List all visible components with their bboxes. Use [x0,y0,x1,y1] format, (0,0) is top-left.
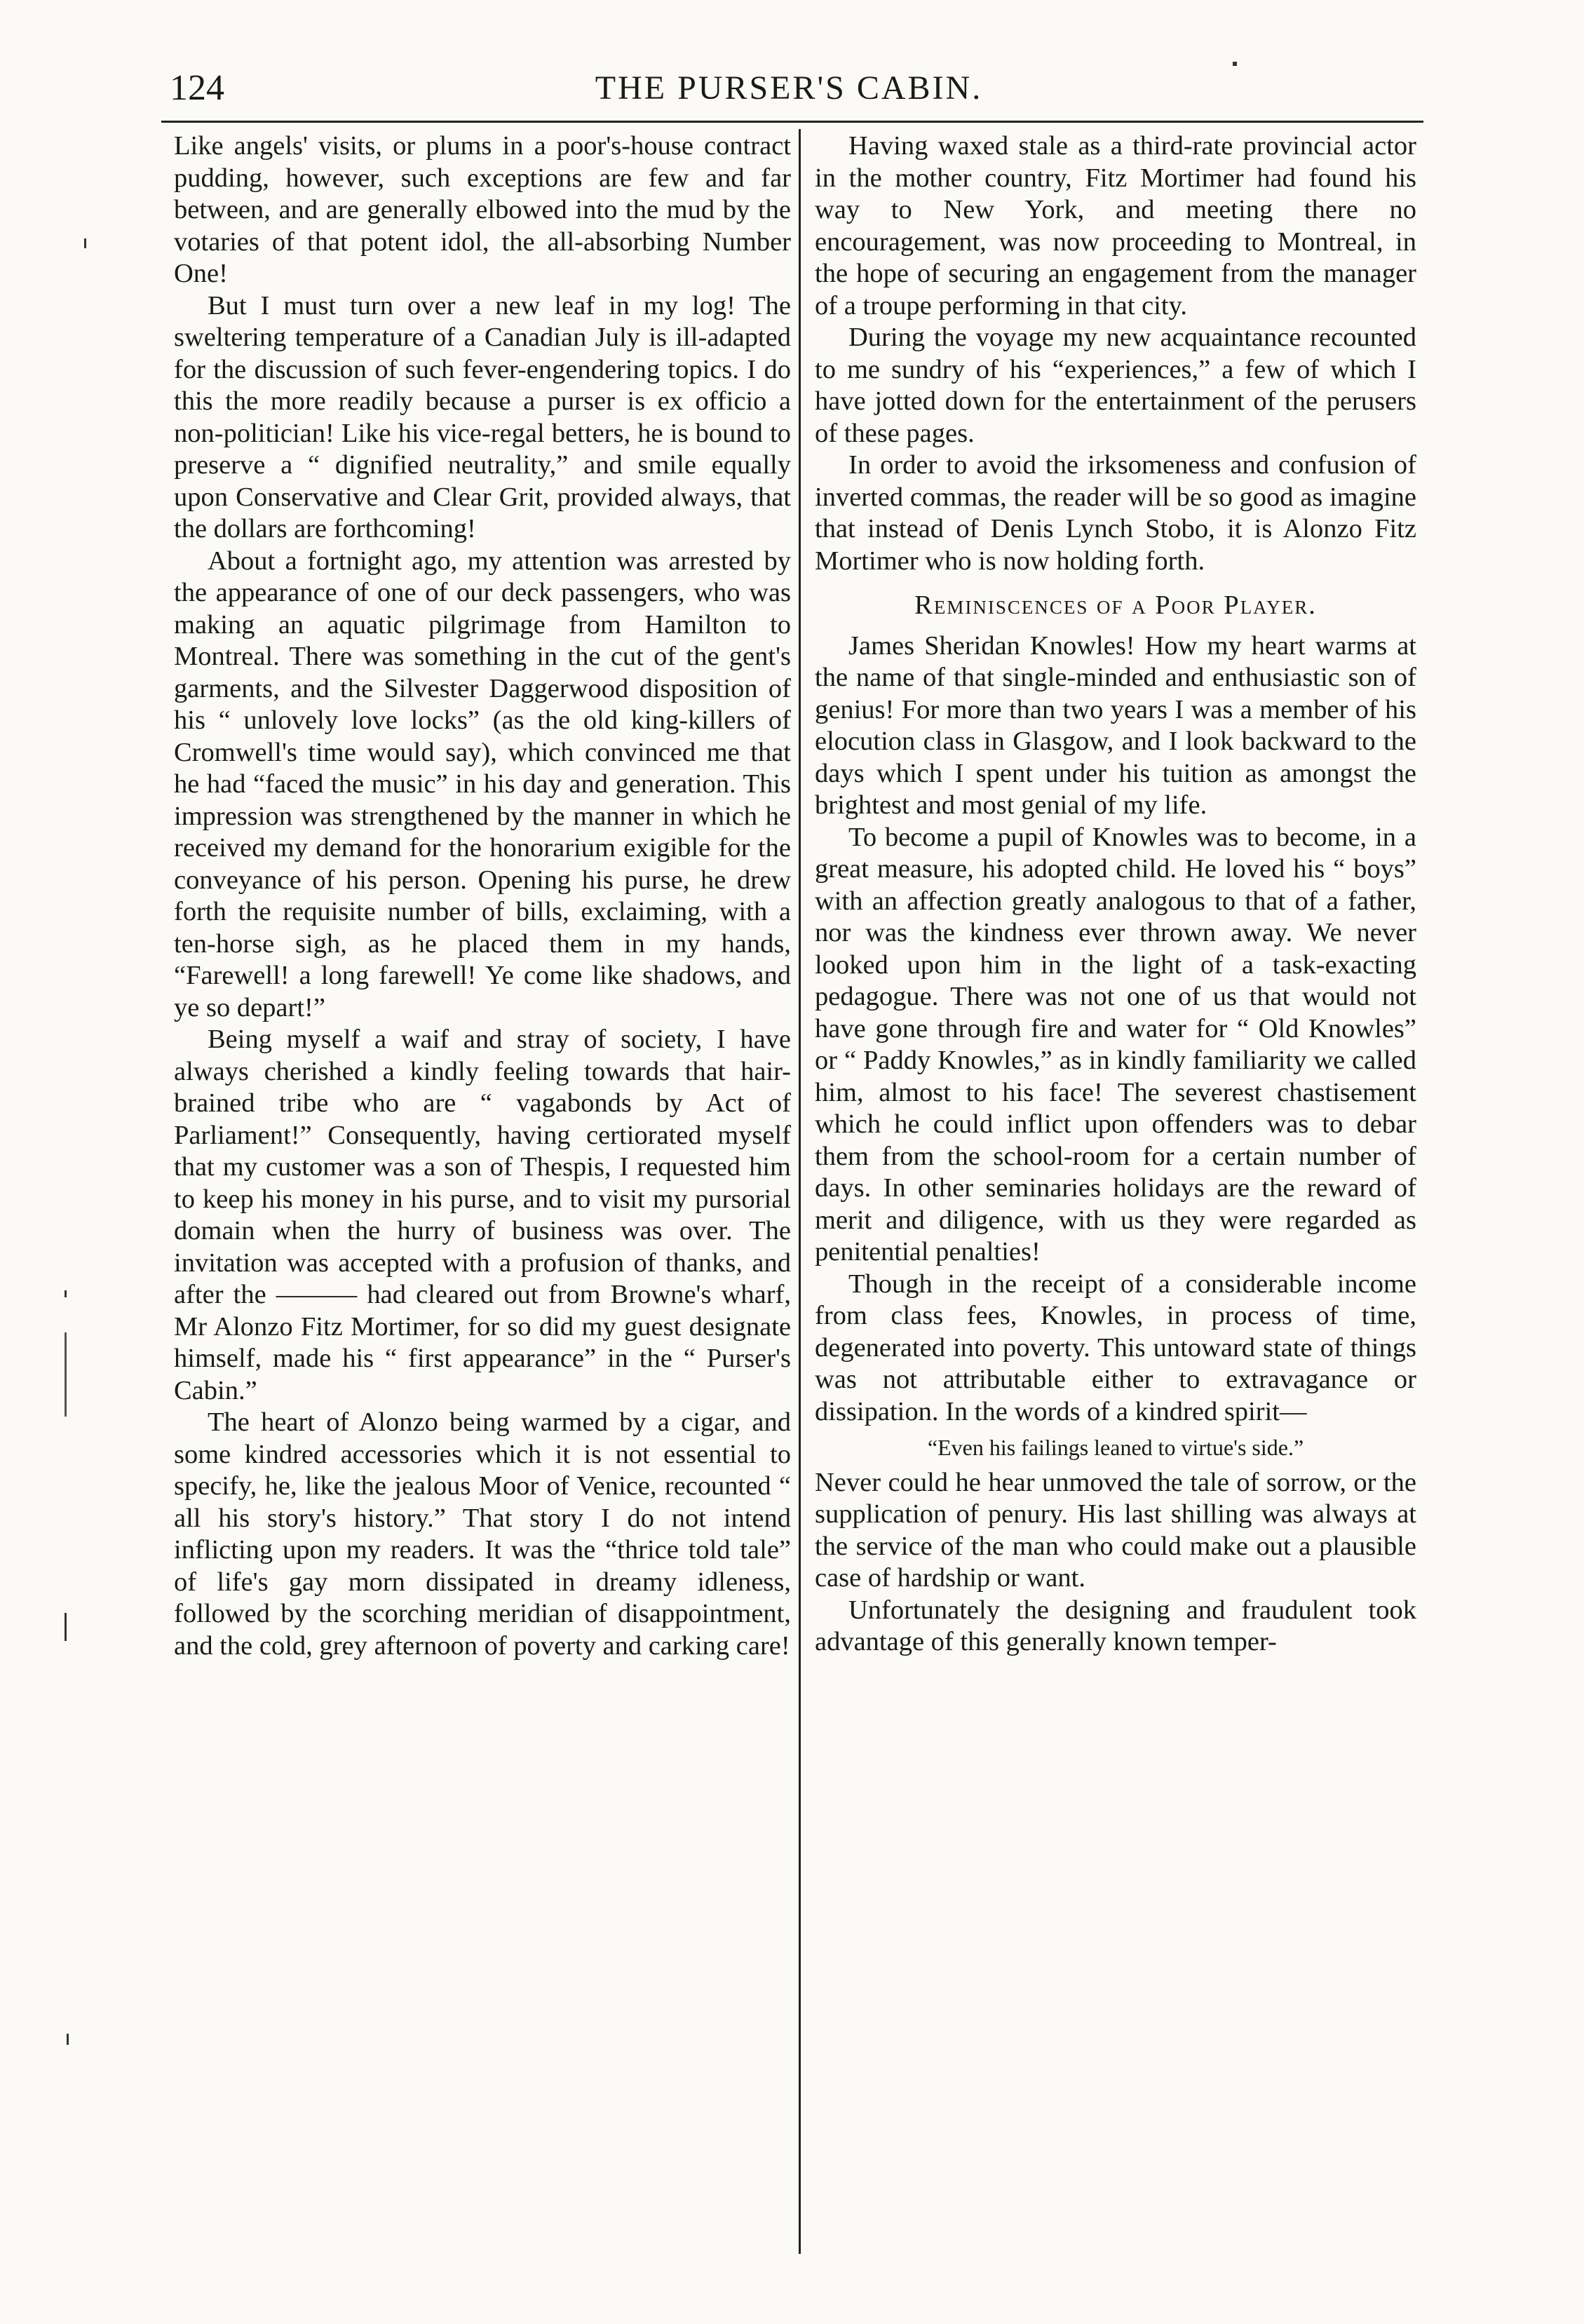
quotation: “Even his failings leaned to virtue's side.” [927,1435,1304,1460]
paragraph: During the voyage my new acquaintance recounted to me sundry of his “experiences,” a few of which I have jotted down for the entertainment of the perusers of these pages. [815,323,1416,448]
paragraph: Though in the receipt of a considerable income from class fees, Knowles, in process of time, degenerated into poverty. This untoward state of things was not attributable either to extravagance or dissipation. In the words of a kindred spirit— [815,1269,1416,1426]
scan-speck [1233,62,1237,66]
paragraph: But I must turn over a new leaf in my log! The sweltering temperature of a Canadian July is ill-adapted for the discussion of such fever-engendering topics. I do this the more readily because a purser is ex officio a non-politician! Like his vice-regal betters, he is bound to preserve a “ dignified neutrality,” and smile equally upon Conservative and Clear Grit, provided always, that the dollars are forthcoming! [174,290,791,543]
header-rule [161,121,1423,123]
page-header [161,63,1416,119]
paragraph: Being myself a waif and stray of society, I have always cherished a kindly feeling towards that hair-brained tribe who are “ vagabonds by Act of Parliament!” Consequently, having certiorated myself that my customer was a son of Thespis, I requested him to keep his money in his purse, and to visit my pursorial domain when the hurry of business was over. The invitation was accepted with a profusion of thanks, and after the ——— had cleared out from Browne's wharf, Mr Alonzo Fitz Mortimer, for so did my guest designate himself, made his “ first appearance” in the “ Purser's Cabin.” [174,1025,791,1405]
scan-speck [65,1613,67,1641]
right-column [815,130,1416,1658]
paragraph: In order to avoid the irksomeness and confusion of inverted commas, the reader will be so good as imagine that instead of Denis Lynch Stobo, it is Alonzo Fitz Mortimer who is now holding forth. [815,450,1416,576]
scan-speck [65,1332,67,1417]
paragraph: The heart of Alonzo being warmed by a cigar, and some kindred accessories which it is not essential to specify, he, like the jealous Moor of Venice, recounted “ all his story's history.” That story I do not intend inflicting upon my readers. It was the “thrice told tale” of life's gay morn dissipated in dreamy idleness, followed by the scorching meridian of disappointment, and the cold, grey afternoon of poverty and carking care! [174,1407,791,1661]
section-heading: Reminiscences of a Poor Player. [914,590,1317,620]
scan-speck [65,1290,67,1297]
paragraph: Unfortunately the designing and fraudulent took advantage of this generally known temper- [815,1595,1416,1656]
paragraph: Never could he hear unmoved the tale of sorrow, or the supplication of penury. His last shilling was always at the service of the man who could make out a plausible case of hardship or want. [815,1467,1416,1593]
paragraph: To become a pupil of Knowles was to become, in a great measure, his adopted child. He loved his “ boys” with an affection greatly analogous to that of a father, nor was the kindness ever thrown away. We never looked upon him in the light of a task-exacting pedagogue. There was not one of us that would not have gone through fire and water for “ Old Knowles” or “ Paddy Knowles,” as in kindly familiarity we called him, almost to his face! The severest chastisement which he could inflict upon offenders was to debar them from the school-room for a certain number of days. In other seminaries holidays are the reward of merit and diligence, with us they were regarded as penitential penalties! [815,822,1416,1266]
paragraph: About a fortnight ago, my attention was arrested by the appearance of one of our deck passengers, who was making an aquatic pilgrimage from Hamilton to Montreal. There was something in the cut of the gent's garments, and the Silvester Daggerwood disposition of his “ unlovely love locks” (as the old king-killers of Cromwell's time would say), which convinced me that he had “faced the music” in his day and generation. This impression was strengthened by the manner in which he received my demand for the honorarium exigible for the conveyance of his person. Opening his purse, he drew forth the requisite number of bills, exclaiming, with a ten-horse sigh, as he placed them in my hands, “Farewell! a long farewell! Ye come like shadows, and ye so depart!” [174,546,791,1022]
paragraph: James Sheridan Knowles! How my heart warms at the name of that single-minded and enthusiastic son of genius! For more than two years I was a member of his elocution class in Glasgow, and I look backward to the days which I spent under his tuition as amongst the brightest and most genial of my life. [815,630,1416,820]
column-divider [799,129,801,2254]
scan-speck [67,2034,69,2045]
left-column [174,130,791,1662]
paragraph: Having waxed stale as a third-rate provincial actor in the mother country, Fitz Mortimer had found his way to New York, and meeting there no encouragement, was now proceeding to Montreal, in the hope of securing an engagement from the manager of a troupe performing in that city. [815,131,1416,320]
paragraph: Like angels' visits, or plums in a poor's-house contract pudding, however, such exceptions are few and far between, and are generally elbowed into the mud by the votaries of that potent idol, the all-absorbing Number One! [174,131,791,288]
page-number: 124 [170,68,224,108]
running-title: THE PURSER'S CABIN. [595,69,983,107]
scan-speck [84,238,86,248]
